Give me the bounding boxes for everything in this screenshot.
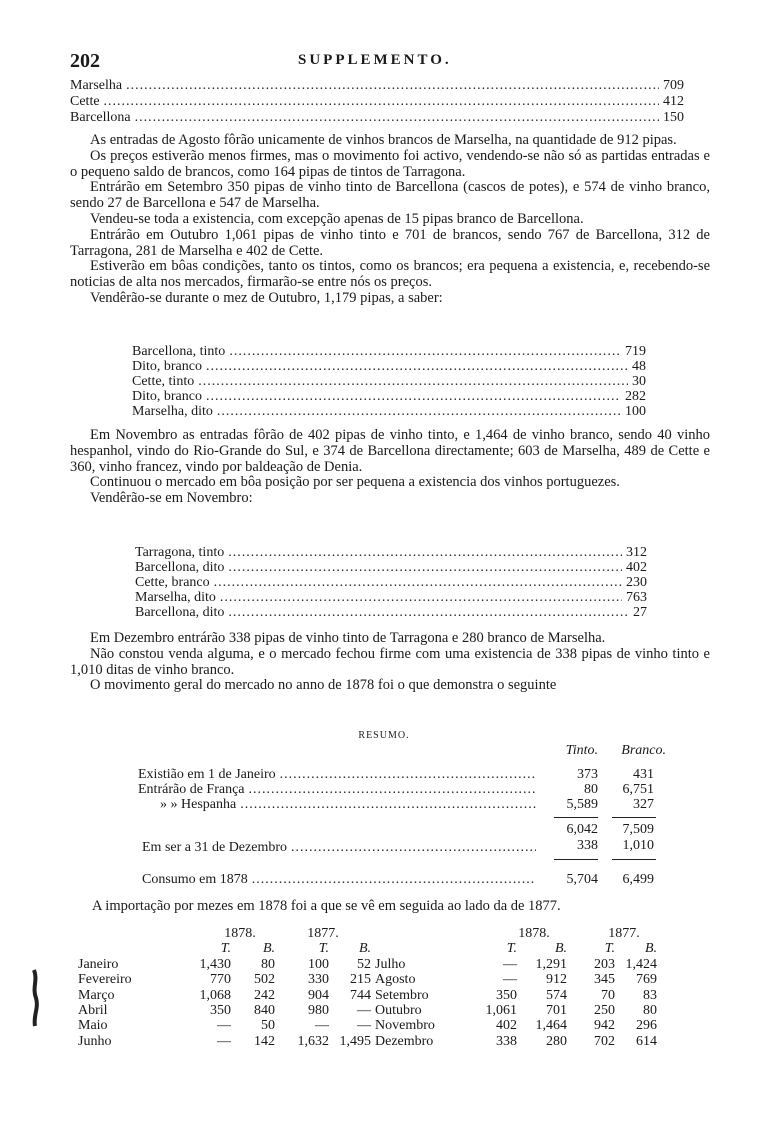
paragraph: As entradas de Agosto fôrão unicamente de vinhos brancos de Marselha, na quantidade de 912 pipas. (90, 132, 677, 148)
cell: 52 (357, 956, 371, 972)
resumo-row (142, 872, 540, 887)
item-value: 412 (663, 94, 684, 109)
item-label: Marselha, dito (132, 404, 213, 419)
cell: 701 (546, 1003, 567, 1019)
list-item (135, 590, 647, 605)
resumo-row (160, 797, 540, 812)
cell: 250 (594, 1003, 615, 1019)
cell: 1,495 (339, 1033, 371, 1049)
month-label: Abril (78, 1003, 108, 1019)
cell: 1,068 (199, 987, 231, 1003)
item-value: 312 (626, 545, 647, 560)
row-label: Consumo em 1878 (142, 872, 248, 887)
table-row (78, 1034, 657, 1049)
year-1877-right: 1877. (608, 926, 640, 941)
page-number: 202 (70, 50, 100, 72)
item-label: Cette (70, 94, 100, 109)
cell: 142 (254, 1033, 275, 1049)
cell: 330 (308, 972, 329, 988)
row-label: Existião em 1 de Janeiro (138, 767, 276, 782)
cell: 702 (594, 1033, 615, 1049)
cell: — (315, 1018, 329, 1034)
row-branco: 431 (633, 767, 654, 782)
col-b: B. (358, 941, 371, 957)
consumo-branco: 6,499 (622, 872, 654, 887)
cell: 614 (636, 1033, 657, 1049)
cell: 242 (254, 987, 275, 1003)
cell: 215 (350, 972, 371, 988)
row-branco: 6,751 (622, 782, 654, 797)
item-label: Barcellona (70, 110, 131, 125)
paragraph: Não constou venda alguma, e o mercado fechou firme com uma existencia de 338 pipas de vinho tinto e 1,010 ditas de vinho branco. (70, 645, 710, 678)
cell: 350 (496, 987, 517, 1003)
cell: — (503, 956, 517, 972)
item-label: Barcellona, tinto (132, 344, 226, 359)
paragraph: Entrárão em Setembro 350 pipas de vinho tinto de Barcellona (cascos de potes), e 574 de vinho branco, sendo 27 de Barcellona e 547 de Marselha. (70, 179, 710, 212)
cell: 942 (594, 1018, 615, 1034)
cell: 980 (308, 1003, 329, 1019)
cell: 1,291 (535, 956, 567, 972)
cell: 904 (308, 987, 329, 1003)
item-label: Barcellona, dito (135, 560, 225, 575)
table-row (78, 957, 657, 972)
year-1878-right: 1878. (518, 926, 550, 941)
list-item (135, 560, 647, 575)
month-label: Fevereiro (78, 972, 132, 988)
col-b: B. (262, 941, 275, 957)
cell: 345 (594, 972, 615, 988)
col-b: B. (644, 941, 657, 957)
text-block (70, 631, 710, 694)
paragraph: Vendêrão-se durante o mez de Outubro, 1,179 pipas, a saber: (90, 289, 443, 306)
row-tinto: 5,589 (566, 797, 598, 812)
cell: 80 (643, 1003, 657, 1019)
paragraph: Em Novembro as entradas fôrão de 402 pipas de vinho tinto, e 1,464 de vinho branco, sendo 40 vinho hespanhol, vindo do Rio-Grande do Sul, e 374 de Barcellona directamente; 603 de Marselha, 489 de Cette e 360, vinho francez, vindo por baldeação de Denia. (70, 427, 710, 475)
row-label: » » Hespanha (160, 797, 237, 812)
table-row (78, 972, 657, 987)
cell: 1,632 (297, 1033, 329, 1049)
list-item (70, 78, 684, 93)
em-ser-branco: 1,010 (622, 838, 654, 853)
item-label: Cette, branco (135, 575, 210, 590)
year-1877-left: 1877. (307, 926, 339, 941)
rule-divider (554, 859, 598, 860)
row-branco: 327 (633, 797, 654, 812)
paragraph: Vendeu-se toda a existencia, com excepção apenas de 15 pipas branco de Barcellona. (90, 210, 584, 227)
cell: 80 (261, 956, 275, 972)
col-b: B. (554, 941, 567, 957)
item-value: 282 (625, 389, 646, 404)
month-label: Outubro (375, 1003, 422, 1019)
month-label: Novembro (375, 1018, 435, 1034)
item-label: Dito, branco (132, 359, 202, 374)
text-block (70, 428, 710, 507)
item-label: Dito, branco (132, 389, 202, 404)
month-label: Junho (78, 1033, 112, 1049)
cell: — (217, 1018, 231, 1034)
col-t: T. (604, 941, 615, 957)
resumo-heading: RESUMO. (358, 730, 410, 741)
cell: 1,061 (485, 1003, 517, 1019)
cell: 100 (308, 956, 329, 972)
item-label: Marselha, dito (135, 590, 216, 605)
cell: — (217, 1033, 231, 1049)
table-header-row (78, 941, 657, 956)
em-ser-tinto: 338 (577, 838, 598, 853)
col-t: T. (318, 941, 329, 957)
cell: 840 (254, 1003, 275, 1019)
cell: 83 (643, 987, 657, 1003)
paragraph: Entrárão em Outubro 1,061 pipas de vinho tinto e 701 de brancos, sendo 767 de Barcellona, 312 de Tarragona, 281 de Marselha e 402 de Cette. (70, 226, 710, 259)
row-label: Em ser a 31 de Dezembro (142, 840, 287, 855)
cell: 502 (254, 972, 275, 988)
cell: 402 (496, 1018, 517, 1034)
list-item (135, 575, 647, 590)
item-label: Tarragona, tinto (135, 545, 225, 560)
list-item (132, 359, 646, 374)
cell: 350 (210, 1003, 231, 1019)
item-label: Marselha (70, 78, 123, 93)
consumo-tinto: 5,704 (566, 872, 598, 887)
cell: 912 (546, 972, 567, 988)
item-value: 150 (663, 110, 684, 125)
cell: 70 (601, 987, 615, 1003)
table-row (78, 1018, 657, 1033)
row-label: Entrárão de França (138, 782, 245, 797)
rule-divider (612, 859, 656, 860)
month-label: Dezembro (375, 1033, 434, 1049)
cell: 338 (496, 1033, 517, 1049)
paragraph: O movimento geral do mercado no anno de 1878 foi o que demonstra o seguinte (90, 677, 557, 694)
item-value: 27 (633, 605, 647, 620)
list-item (132, 404, 646, 419)
cell: 769 (636, 972, 657, 988)
cell: 203 (594, 956, 615, 972)
cell: — (357, 1003, 371, 1019)
monthly-import-table (78, 926, 657, 1049)
rule-divider (612, 817, 656, 818)
item-label: Cette, tinto (132, 374, 195, 389)
subtotal-branco: 7,509 (622, 822, 654, 837)
cell: — (503, 972, 517, 988)
col-t: T. (506, 941, 517, 957)
cell: 296 (636, 1018, 657, 1034)
resumo-row (142, 840, 540, 855)
item-label: Barcellona, dito (135, 605, 225, 620)
list-item (70, 110, 684, 125)
paragraph: Vendêrão-se em Novembro: (90, 490, 253, 507)
margin-ink-mark (28, 968, 42, 1028)
month-label: Maio (78, 1018, 108, 1034)
cell: 770 (210, 972, 231, 988)
cell: 574 (546, 987, 567, 1003)
page-title: SUPPLEMENTO. (298, 52, 452, 68)
month-label: Março (78, 987, 115, 1003)
rule-divider (554, 817, 598, 818)
cell: — (357, 1018, 371, 1034)
item-value: 763 (626, 590, 647, 605)
month-label: Agosto (375, 972, 416, 988)
row-tinto: 80 (584, 782, 598, 797)
cell: 1,464 (535, 1018, 567, 1034)
col-header-tinto: Tinto. (565, 743, 598, 758)
cell: 280 (546, 1033, 567, 1049)
resumo-row (138, 782, 540, 797)
table-row (78, 988, 657, 1003)
year-1878-left: 1878. (224, 926, 256, 941)
item-value: 719 (625, 344, 646, 359)
month-label: Janeiro (78, 956, 119, 972)
item-value: 100 (625, 404, 646, 419)
table-year-row (78, 926, 657, 941)
month-label: Julho (375, 956, 406, 972)
list-item (70, 94, 684, 109)
col-t: T. (220, 941, 231, 957)
item-value: 230 (626, 575, 647, 590)
text-block (70, 133, 710, 307)
cell: 1,430 (199, 956, 231, 972)
list-item (135, 605, 647, 620)
col-header-branco: Branco. (621, 743, 666, 758)
paragraph: Estiverão em bôas condições, tanto os tintos, como os brancos; era pequena a existencia, e, recebendo-se noticias de alta nos mercados, firmarão-se entre nós os preços. (70, 258, 710, 291)
list-item (135, 545, 647, 560)
list-item (132, 374, 646, 389)
item-value: 30 (632, 374, 646, 389)
item-value: 402 (626, 560, 647, 575)
list-item (132, 389, 646, 404)
cell: 50 (261, 1018, 275, 1034)
table-row (78, 1003, 657, 1018)
paragraph: Em Dezembro entrárão 338 pipas de vinho tinto de Tarragona e 280 branco de Marselha. (90, 630, 606, 646)
subtotal-tinto: 6,042 (566, 822, 598, 837)
paragraph: Os preços estiverão menos firmes, mas o movimento foi activo, vendendo-se não só as partidas entradas e o pequeno saldo de brancos, como 164 pipas de tintos de Tarragona. (70, 147, 710, 180)
item-value: 48 (632, 359, 646, 374)
cell: 1,424 (625, 956, 657, 972)
paragraph: Continuou o mercado em bôa posição por ser pequena a existencia dos vinhos portuguezes. (90, 474, 620, 491)
import-intro: A importação por mezes em 1878 foi a que se vê em seguida ao lado da de 1877. (92, 898, 561, 914)
cell: 744 (350, 987, 371, 1003)
row-tinto: 373 (577, 767, 598, 782)
list-item (132, 344, 646, 359)
resumo-row (138, 767, 540, 782)
item-value: 709 (663, 78, 684, 93)
month-label: Setembro (375, 987, 429, 1003)
